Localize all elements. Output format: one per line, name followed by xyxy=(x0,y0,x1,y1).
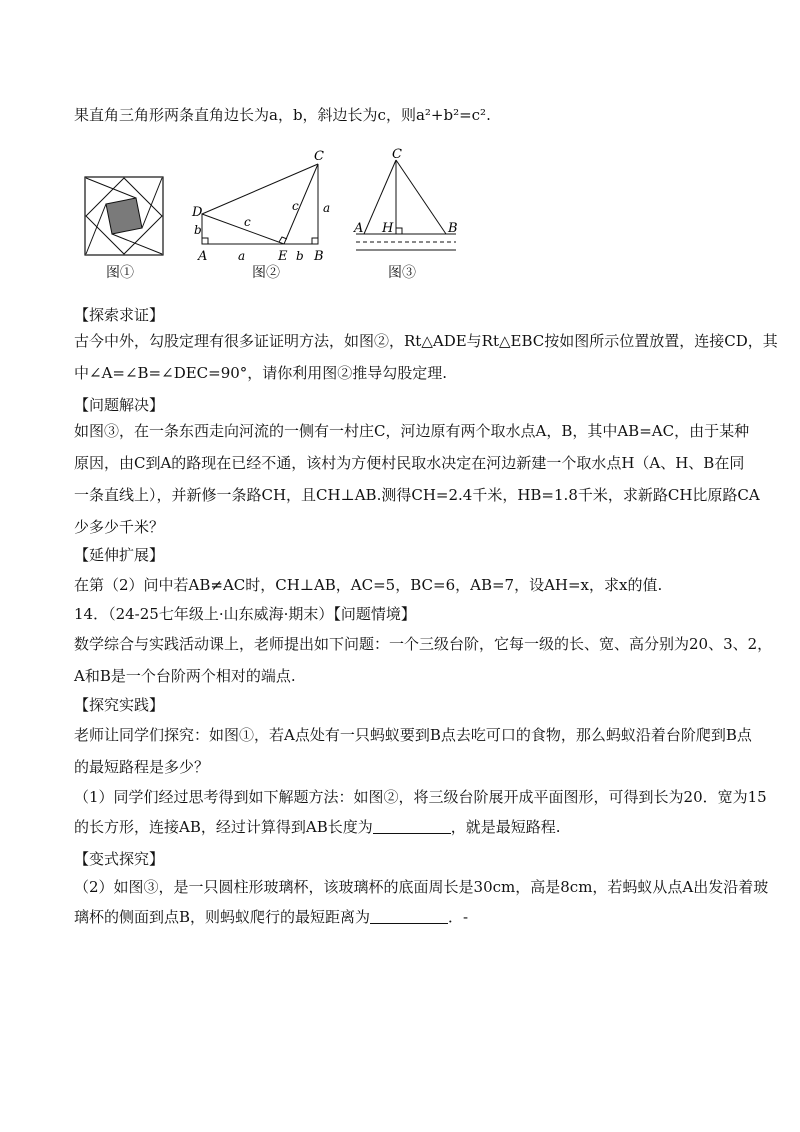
fig2-point-C: C xyxy=(314,149,324,164)
paragraph-4d xyxy=(74,816,734,838)
section-practice: 【探究实践】 xyxy=(74,696,165,714)
paragraph-2a: 如图③，在一条东西走向河流的一侧有一村庄C，河边原有两个取水点A，B，其中AB=AC，由于某种 xyxy=(74,422,750,440)
fig2-point-B: B xyxy=(314,249,324,264)
paragraph-5b-text-1: 璃杯的侧面到点B，则蚂蚁爬行的最短距离为 xyxy=(74,908,371,926)
problem-14-header: 14．（24-25七年级上·山东威海·期末）【问题情境】 xyxy=(74,605,416,623)
paragraph-5a: （2）如图③，是一只圆柱形玻璃杯，该玻璃杯的底面周长是30cm，高是8cm，若蚂蚁从点A出发沿着玻 xyxy=(74,878,769,896)
figure-2-trapezoid xyxy=(190,146,340,264)
fig2-point-E: E xyxy=(278,249,288,264)
fig2-seg-a: a xyxy=(238,249,246,263)
fig3-point-A: A xyxy=(354,221,364,236)
paragraph-1a: 古今中外，勾股定理有很多证证明方法，如图②，Rt△ADE与Rt△EBC按如图所示位置放置，连接CD，其 xyxy=(74,332,778,350)
paragraph-4d-text-2: ，就是最短路程. xyxy=(450,818,561,836)
paragraph-2d: 少多少千米？ xyxy=(74,518,165,536)
paragraph-1b: 中∠A=∠B=∠DEC=90°，请你利用图②推导勾股定理. xyxy=(74,364,448,382)
section-explore-proof: 【探索求证】 xyxy=(74,306,165,324)
fig2-seg-c2: c xyxy=(292,199,299,213)
paragraph-5b-text-2: ．- xyxy=(448,908,469,926)
fig3-point-C: C xyxy=(392,147,402,162)
fig2-seg-b2: b xyxy=(296,249,304,263)
section-problem-solve: 【问题解决】 xyxy=(74,396,165,414)
paragraph-2c: 一条直线上），并新修一条路CH，且CH⊥AB.测得CH=2.4千米，HB=1.8千米，求新路CH比原路CA xyxy=(74,486,760,504)
paragraph-4a: 老师让同学们探究：如图①，若A点处有一只蚂蚁要到B点去吃可口的食物，那么蚂蚁沿着台阶爬到B点 xyxy=(74,726,752,744)
paragraph-3: 在第（2）问中若AB≠AC时，CH⊥AB，AC=5，BC=6，AB=7，设AH=x，求x的值. xyxy=(74,576,663,594)
section-variant: 【变式探究】 xyxy=(74,850,165,868)
fig2-point-A: A xyxy=(198,249,208,264)
answer-blank-1[interactable] xyxy=(373,819,451,834)
fig3-point-H: H xyxy=(382,221,394,236)
problem-14-line-1: 数学综合与实践活动课上，老师提出如下问题：一个三级台阶，它每一级的长、宽、高分别为20、3、2， xyxy=(74,635,773,653)
fig2-point-D: D xyxy=(192,205,203,220)
paragraph-2b: 原因，由C到A的路现在已经不通，该村为方便村民取水决定在河边新建一个取水点H（A、H、B在同 xyxy=(74,454,745,472)
figure-3-river xyxy=(352,146,462,264)
paragraph-4d-text-1: 的长方形，连接AB，经过计算得到AB长度为 xyxy=(74,818,373,836)
paragraph-5b xyxy=(74,906,734,928)
answer-blank-2[interactable] xyxy=(370,909,448,924)
paragraph-4b: 的最短路程是多少？ xyxy=(74,758,210,776)
fig2-seg-b: b xyxy=(194,223,202,237)
figure-1-pinwheel xyxy=(84,176,164,256)
paragraph-4c: （1）同学们经过思考得到如下解题方法：如图②，将三级台阶展开成平面图形，可得到长为20．宽为15 xyxy=(74,788,767,806)
fig2-seg-a2: a xyxy=(323,201,331,215)
fig3-point-B: B xyxy=(448,221,458,236)
intro-line: 果直角三角形两条直角边长为a，b，斜边长为c，则a²+b²=c². xyxy=(74,106,491,124)
figure-1-label: 图① xyxy=(106,265,134,281)
figure-2-label: 图② xyxy=(252,265,280,281)
fig2-seg-c1: c xyxy=(244,215,251,229)
section-extension: 【延伸扩展】 xyxy=(74,546,165,564)
problem-14-line-2: A和B是一个台阶两个相对的端点. xyxy=(74,667,296,685)
figure-3-label: 图③ xyxy=(388,265,416,281)
